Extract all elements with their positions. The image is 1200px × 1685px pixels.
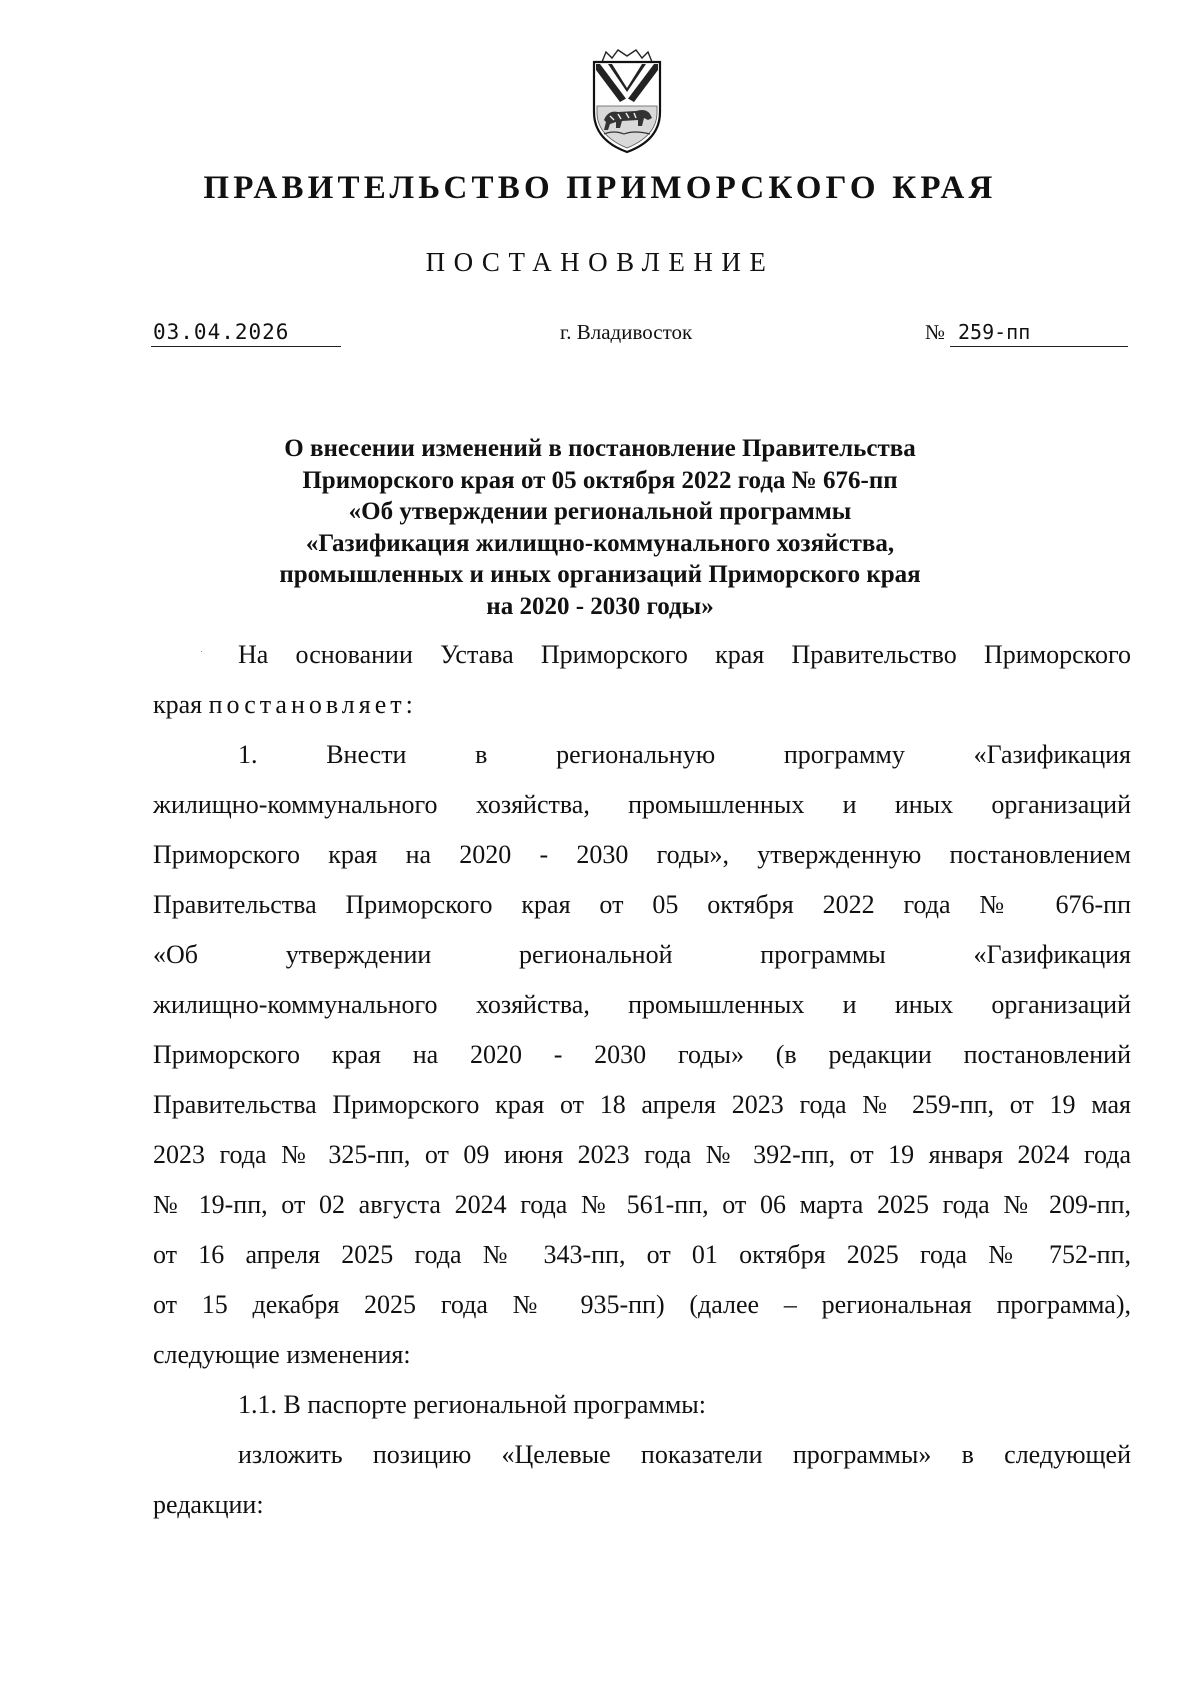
title-line: промышленных и иных организаций Приморского края — [279, 561, 921, 588]
body-line: «Об утверждении региональной программы «Газификация — [153, 940, 1131, 969]
body-line: от 15 декабря 2025 года № 935-пп) (далее – региональная программа), — [153, 1290, 1131, 1319]
body-text: края — [153, 690, 203, 719]
body-line: На основании Устава Приморского края Правительство Приморского — [238, 640, 1131, 669]
body-line: 1. Внести в региональную программу «Газификация — [238, 740, 1131, 769]
title-line: «Об утверждении региональной программы — [348, 498, 852, 525]
body-line: жилищно-коммунального хозяйства, промышленных и иных организаций — [153, 990, 1131, 1019]
body-line: № 19-пп, от 02 августа 2024 года № 561-пп, от 06 марта 2025 года № 209-пп, — [153, 1190, 1131, 1219]
body-line: Приморского края на 2020 - 2030 годы», утвержденную постановлением — [153, 840, 1131, 869]
number-sign: № — [925, 320, 946, 344]
body-line: 1.1. В паспорте региональной программы: — [238, 1390, 706, 1419]
resolution-keyword: постановляет: — [208, 690, 417, 719]
body-line: редакции: — [153, 1490, 264, 1519]
body-line: следующие изменения: — [153, 1340, 411, 1369]
body-line: Приморского края на 2020 - 2030 годы» (в редакции постановлений — [153, 1040, 1131, 1069]
body-line: Правительства Приморского края от 18 апреля 2023 года № 259-пп, от 19 мая — [153, 1090, 1131, 1119]
body-line: от 16 апреля 2025 года № 343-пп, от 01 октября 2025 года № 752-пп, — [153, 1240, 1131, 1269]
body-line — [153, 680, 1131, 730]
document-date: 03.04.2026 — [151, 320, 341, 347]
body-line: изложить позицию «Целевые показатели программы» в следующей — [238, 1440, 1131, 1469]
document-city: г. Владивосток — [560, 320, 693, 344]
body-line: Правительства Приморского края от 05 октября 2022 года № 676-пп — [153, 890, 1131, 919]
title-line: на 2020 - 2030 годы» — [486, 592, 714, 620]
body-line: жилищно-коммунального хозяйства, промышленных и иных организаций — [153, 790, 1131, 819]
title-line: Приморского края от 05 октября 2022 года № 676-пп — [302, 466, 898, 494]
document-number: 259-пп — [950, 320, 1128, 347]
document-title — [160, 433, 1040, 622]
title-line: О внесении изменений в постановление Правительства — [284, 435, 916, 462]
document-type: ПОСТАНОВЛЕНИЕ — [425, 247, 775, 277]
title-line: «Газификация жилищно-коммунального хозяйства, — [305, 529, 895, 557]
primorsky-coat-of-arms-icon — [588, 48, 666, 158]
organization-name: ПРАВИТЕЛЬСТВО ПРИМОРСКОГО КРАЯ — [203, 170, 997, 206]
body-line: 2023 года № 325-пп, от 09 июня 2023 года № 392-пп, от 19 января 2024 года — [153, 1140, 1131, 1169]
document-body — [153, 630, 1131, 1530]
